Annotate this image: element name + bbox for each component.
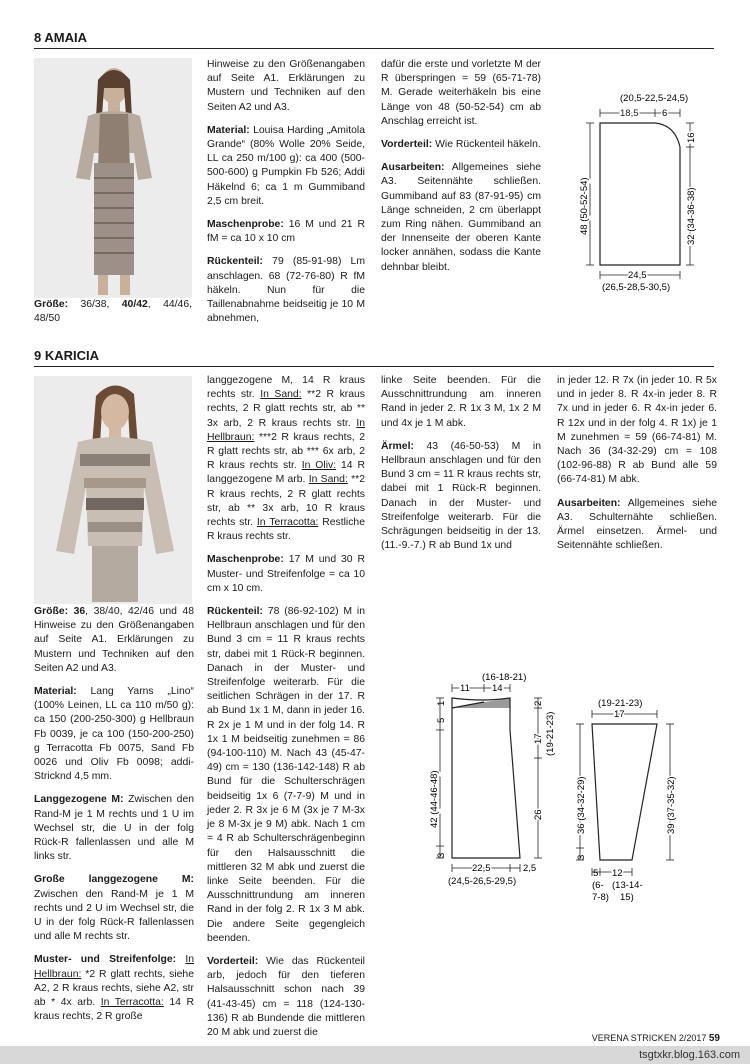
karicia-front: Vorderteil: Wie das Rückenteil arb, jedoch für den tieferen Halsausschnitt schon nach 39 (41-43-45) cm = 118 (124-130-136) R ab Bundende die mittleren 20 M abk und zuerst die [207,955,365,1038]
sleeve-dim-left: 36 (34-32-29) [576,776,587,834]
karicia-dim-left-small: 1 [436,700,447,706]
watermark: tsgtxkr.blog.163.com [0,1046,750,1064]
amaia-dim-top-label: (20,5-22,5-24,5) [620,93,689,104]
amaia-dim-top-a: 18,5 [620,108,639,119]
sleeve-dim-top: 17 [614,709,625,720]
section-title-amaia: 8 AMAIA [34,30,714,49]
sleeve-dim-bottom-alt1: (6- [592,880,604,891]
amaia-back-cont: dafür die erste und vorletzte M der R überspringen = 59 (65-71-78) M. Gerade weiterhäkeln bis eine Länge von 48 (50-52-54) cm ab Anschlag erreicht ist. [381,59,541,127]
karicia-dim-bottom-alt: (24,5-26,5-29,5) [448,876,517,887]
section-title-karicia: 9 KARICIA [34,348,714,367]
amaia-finish: Ausarbeiten: Allgemeines siehe A3. Seitennähte schließen. Gummiband auf 83 (87-91-95) cm Länge schneiden, 2 cm überlappt zum Ring nähen. Gummiband an der Innenseite der oberen Kante locker annähen, sodass die Kante dehnbar bleibt. [381,162,541,273]
karicia-body-schematic [410,668,560,913]
karicia-sleeve-schematic [562,694,702,929]
amaia-hints: Hinweise zu den Größenangaben auf Seite A1. Erklärungen zu Mustern und Techniken auf den Seiten A2 und A3. [207,59,365,113]
amaia-back: Rückenteil: 79 (85-91-98) Lm anschlagen. 68 (72-76-80) R fM häkeln. Nun für die Taillenabnahme beidseitig je 10 M abnehmen, [207,256,365,325]
karicia-finish: Ausarbeiten: Allgemeines siehe A3. Schulternähte schließen. Ärmel einsetzen. Ärmel- und Seitennähte schließen. [557,497,717,552]
karicia-dim-top-b: 14 [492,683,503,694]
karicia-dim-right-top: 2 [533,700,544,706]
amaia-dim-right-top: 16 [686,132,697,143]
amaia-dim-top-b: 6 [662,108,668,119]
karicia-column-1 [34,605,194,1033]
karicia-dim-bottom-side: 3 [436,852,447,858]
karicia-pattern: Muster- und Streifenfolge: In Hellbraun: *2 R glatt rechts, siehe A2, 2 R kraus rechts, siehe A2, str ab * 4x arb. In Terracotta: 14 R kraus rechts, 2 R große [34,954,194,1023]
sleeve-dim-bottom-alt3: (13-14- [612,880,643,891]
amaia-gauge: Maschenprobe: 16 M und 21 R fM = ca 10 x 10 cm [207,219,365,245]
karicia-column-2 [207,374,365,1049]
amaia-column-3 [381,58,541,284]
amaia-front: Vorderteil: Wie Rückenteil häkeln. [381,139,541,151]
karicia-glm: Große langgezogene M: Zwischen den Rand-M je 1 M rechts und 2 U im Wechsel str, die U in der folg Rück-R fallenlassen und alle M rechts str. [34,874,194,943]
page-footer [540,1033,720,1044]
amaia-dim-right: 32 (34-36-38) [686,187,697,245]
karicia-dim-bottom-b: 2,5 [523,863,537,874]
amaia-dim-left: 48 (50-52-54) [579,177,590,235]
karicia-dim-bottom-a: 22,5 [472,863,491,874]
model-photo-amaia [34,58,192,298]
karicia-column-4 [557,374,717,562]
karicia-dim-armhole: 17 [533,733,544,744]
model-photo-karicia [34,376,192,604]
karicia-dim-armhole-alt: (19-21-23) [545,711,556,756]
karicia-front-cont: linke Seite beenden. Für die Ausschnittrundung am inneren Rand in jeder 2. R 1x 3 M, 1x 2 M und 4x je 1 M abk. [381,375,541,429]
sleeve-dim-right: 39 (37-35-32) [666,776,677,834]
amaia-column-2 [207,58,365,335]
amaia-material: Material: Louisa Harding „Amitola Grande“ (80% Wolle 20% Seide, LL ca 250 m/100 g): ca 400 (500-500-600) g Pumpkin Fb 526; Addi Häkelnd 6; ca 1 m Gummiband 2,5 cm breit. [207,124,365,207]
size-text-amaia: Größe: 36/38, 40/42, 44/46, 48/50 [34,299,192,325]
page-number: 59 [708,1033,720,1044]
sleeve-dim-bottom-side: 3 [576,854,587,860]
sleeve-dim-bottom-b: 12 [612,868,623,879]
amaia-dim-bottom-b: (26,5-28,5-30,5) [602,282,671,293]
karicia-dim-left: 42 (44-46-48) [429,770,440,828]
karicia-size: Größe: 36, 38/40, 42/46 und 48 Hinweise zu den Größenangaben auf Seite A1. Erklärungen zu Mustern und Techniken auf den Seiten A2 und A3. [34,606,194,674]
sleeve-dim-top-alt: (19-21-23) [598,698,643,709]
amaia-dim-bottom-a: 24,5 [628,270,647,281]
sleeve-dim-bottom-a: 5 [593,868,599,879]
karicia-lm: Langgezogene M: Zwischen den Rand-M je 1 M rechts und 1 U im Wechsel str, die U in der folg Rück-R fallenlassen und alle M links str. [34,794,194,863]
magazine-name: VERENA STRICKEN 2/2017 [591,1033,707,1043]
karicia-dim-top-label: (16-18-21) [482,672,527,683]
karicia-sleeve: Ärmel: 43 (46-50-53) M in Hellbraun anschlagen und für den Bund 3 cm = 11 R kraus rechts str, dabei mit 1 Rück-R beginnen. Danach in der Muster- und Streifenfolge weiterarb. Für die Schrägungen beidseitig in der 13. (11.-9.-7.) R ab Bund 1x und [381,440,541,552]
karicia-column-3 [381,374,541,562]
karicia-dim-mid: 26 [533,809,544,820]
karicia-pattern-cont: langgezogene M, 14 R kraus rechts str. In Sand: **2 R kraus rechts, 2 R glatt rechts str, ab ** 3x arb, 2 R kraus rechts str. In Hellbraun: ***2 R kraus rechts, 2 R glatt rechts str, ab *** 6x arb, 2 R kraus rechts str. In Oliv: 14 R langgezogene M arb. In Sand: **2 R kraus rechts, 2 R glatt rechts str, ab ** 3x arb, 10 R kraus rechts str. In Terracotta: Restliche R kraus rechts str. [207,375,365,543]
karicia-material: Material: Lang Yarns „Lino“ (100% Leinen, LL ca 110 m/50 g): ca 150 (200-250-300) g Hellbraun Fb 0039, je ca 100 (150-200-250) g Terracotta Fb 0075, Sand Fb 0026 und Oliv Fb 0098; addi-Stricknd 4,5 mm. [34,686,194,783]
karicia-back: Rückenteil: 78 (86-92-102) M in Hellbraun anschlagen und für den Bund 3 cm = 11 R kraus rechts str, dabei mit 1 Rück-R beginnen. Danach in der Muster- und Streifenfolge weiterarb. Für die seitlichen Schrägen in der 17. R ab Bund 1x 1 M, dann in jeder 16. R 2x je 1 M und in der folg 14. R 1x 1 M beidseitig zunehmen = 86 (94-100-110) M. Nach 43 (45-47-49) cm = 130 (136-142-148) R ab Bund für die Schulterschrägen beidseitig 1x 6 (7-7-9) M und in jeder 2. R 3x je 6 M (3x je 7 M-3x je 8 M-3x je 9 M) abk. Nach 1 cm = 4 R ab Schulterschrägenbeginn für den Halsausschnitt die mittleren 32 M abk und zuerst die linke Seite beenden. Für die Ausschnittrundung am inneren Rand in der folg 2. R 1x 3 M abk. Die andere Seite gegengleich beenden. [207,606,365,944]
sleeve-dim-bottom-alt4: 15) [620,892,634,903]
karicia-gauge: Maschenprobe: 17 M und 30 R Muster- und Streifenfolge = ca 10 cm x 10 cm. [207,554,365,594]
karicia-sleeve-cont: in jeder 12. R 7x (in jeder 10. R 5x und in jeder 8. R 4x-in jeder 8. R 7x und in jeder 6. R 4x-in jeder 6. R 12x und in der folg 4. R 1x) je 1 M zunehmen = 59 (66-74-81) M. Nach 36 (34-32-29) cm = 108 (102-96-88) R ab Bund alle 59 (66-74-81) M abk. [557,375,717,486]
sleeve-dim-bottom-alt2: 7-8) [592,892,609,903]
karicia-dim-top-a: 11 [460,683,470,694]
karicia-dim-left-top: 5 [436,717,447,723]
amaia-schematic [560,85,710,300]
